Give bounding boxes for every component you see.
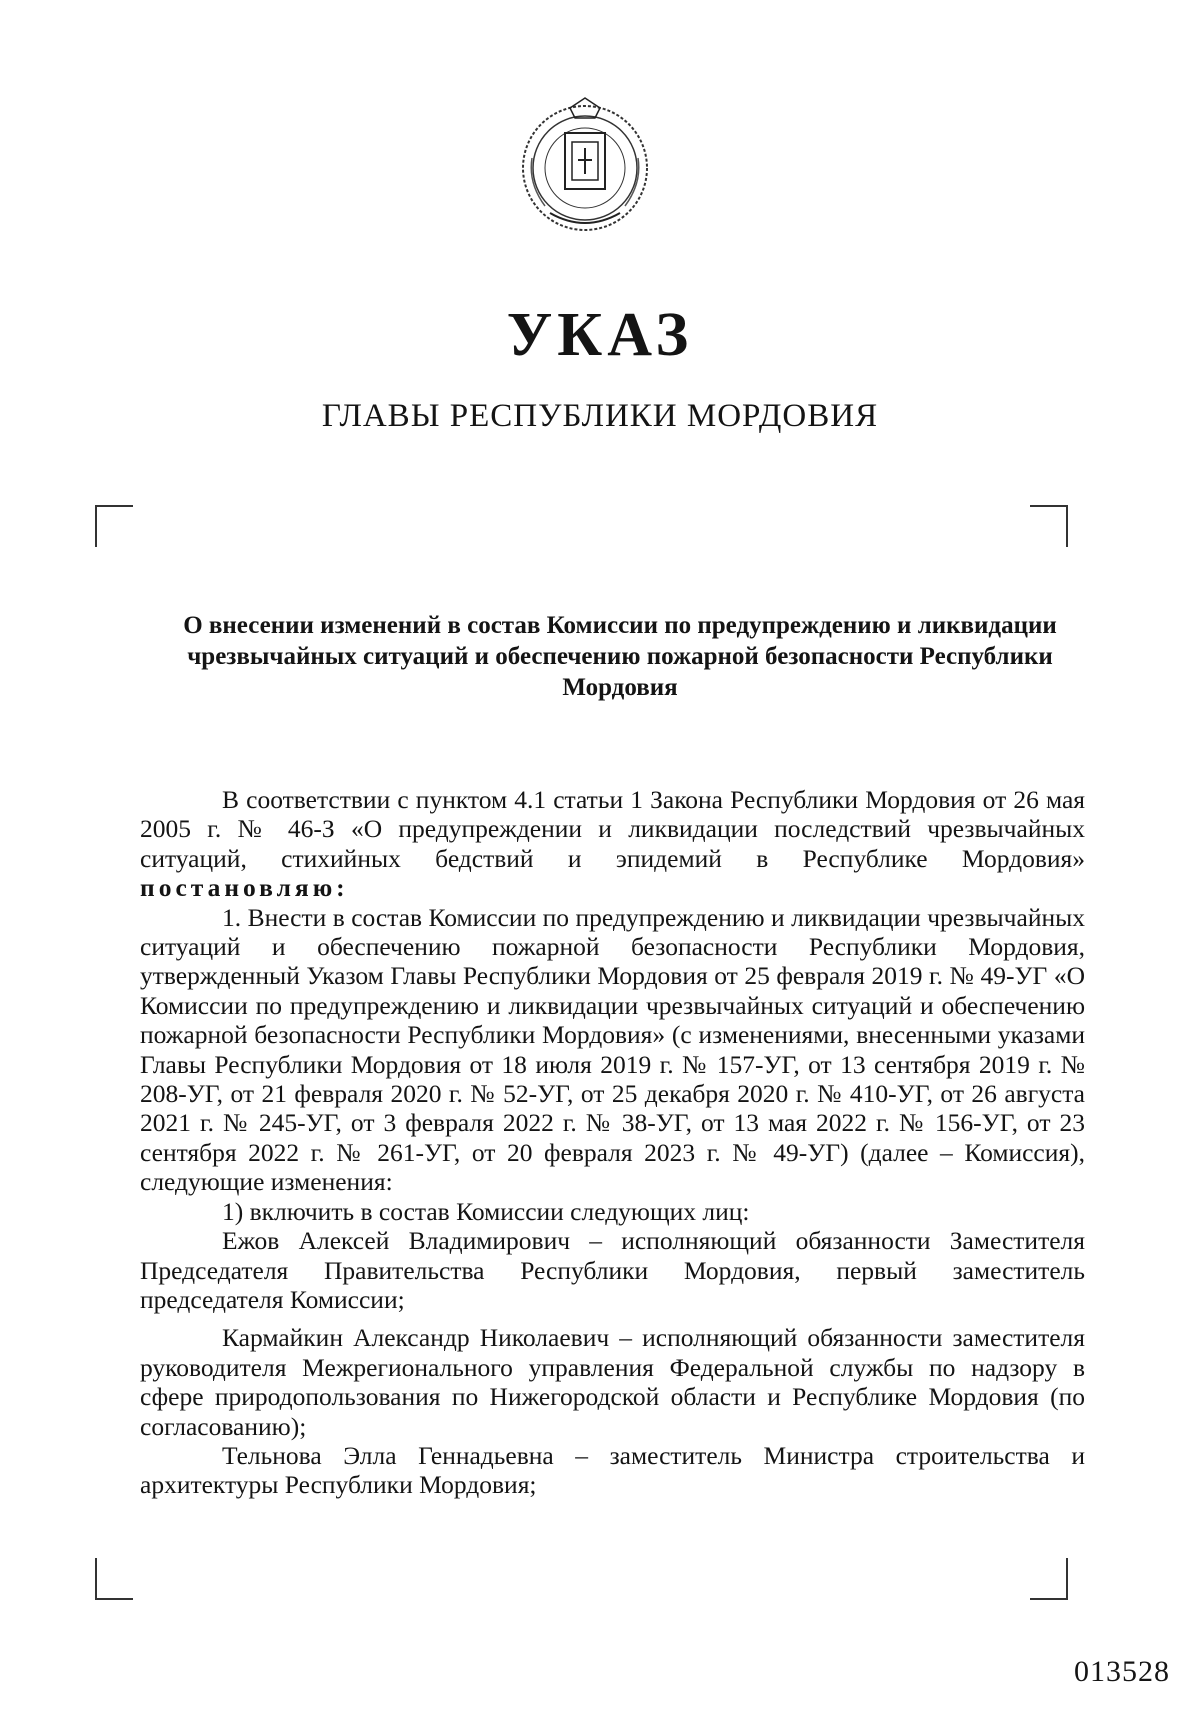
member-karmaikin: Кармайкин Александр Николаевич – исполняющий обязанности заместителя руководителя Межрегионального управления Федеральной службы по надзору в сфере природопользования по Нижегородской области и Республике Мордовия (по согласованию); — [140, 1323, 1085, 1441]
document-title: УКАЗ — [506, 301, 694, 369]
member-ezhov: Ежов Алексей Владимирович – исполняющий обязанности Заместителя Председателя Правительства Республики Мордовия, первый заместитель председателя Комиссии; — [140, 1226, 1085, 1314]
decree-word: постановляю: — [140, 873, 349, 903]
member-telnova: Тельнова Элла Геннадьевна – заместитель Министра строительства и архитектуры Республики Мордовия; — [140, 1440, 1085, 1500]
corner-mark-top-right — [1030, 505, 1068, 547]
item-1: 1. Внести в состав Комиссии по предупреждению и ликвидации чрезвычайных ситуаций и обеспечению пожарной безопасности Республики Мордовия, утвержденный Указом Главы Республики Мордовия от 25 февраля 2019 г. № 49-УГ «О Комиссии по предупреждению и ликвидации чрезвычайных ситуаций и обеспечению пожарной безопасности Республики Мордовия» (с изменениями, внесенными указами Главы Республики Мордовия от 18 июля 2019 г. № 157-УГ, от 13 сентября 2019 г. № 208-УГ, от 21 февраля 2020 г. № 52-УГ, от 25 декабря 2020 г. № 410-УГ, от 26 августа 2021 г. № 245-УГ, от 3 февраля 2022 г. № 38-УГ, от 13 мая 2022 г. № 156-УГ, от 23 сентября 2022 г. № 261-УГ, от 20 февраля 2023 г. № 49-УГ) (далее – Комиссия), следующие изменения: — [140, 902, 1085, 1197]
document-subtitle: ГЛАВЫ РЕСПУБЛИКИ МОРДОВИЯ — [321, 398, 879, 434]
decree-heading: О внесении изменений в состав Комиссии по предупреждению и ликвидации чрезвычайных ситуаций и обеспечению пожарной безопасности Республики Мордовия — [183, 612, 1057, 701]
coat-of-arms-icon — [510, 88, 660, 238]
preamble-paragraph — [140, 785, 1085, 903]
corner-mark-top-left — [95, 505, 133, 547]
corner-mark-bottom-left — [95, 1558, 133, 1600]
decree-body — [140, 785, 1085, 1500]
preamble-text: В соответствии с пунктом 4.1 статьи 1 Закона Республики Мордовия от 26 мая 2005 г. № 46-З «О предупреждении и ликвидации последствий чрезвычайных ситуаций, стихийных бедствий и эпидемий в Республике Мордовия» — [140, 785, 1085, 873]
corner-mark-bottom-right — [1030, 1558, 1068, 1600]
page-number: 013528 — [1074, 1655, 1170, 1688]
item-1-1: 1) включить в состав Комиссии следующих лиц: — [222, 1196, 750, 1226]
